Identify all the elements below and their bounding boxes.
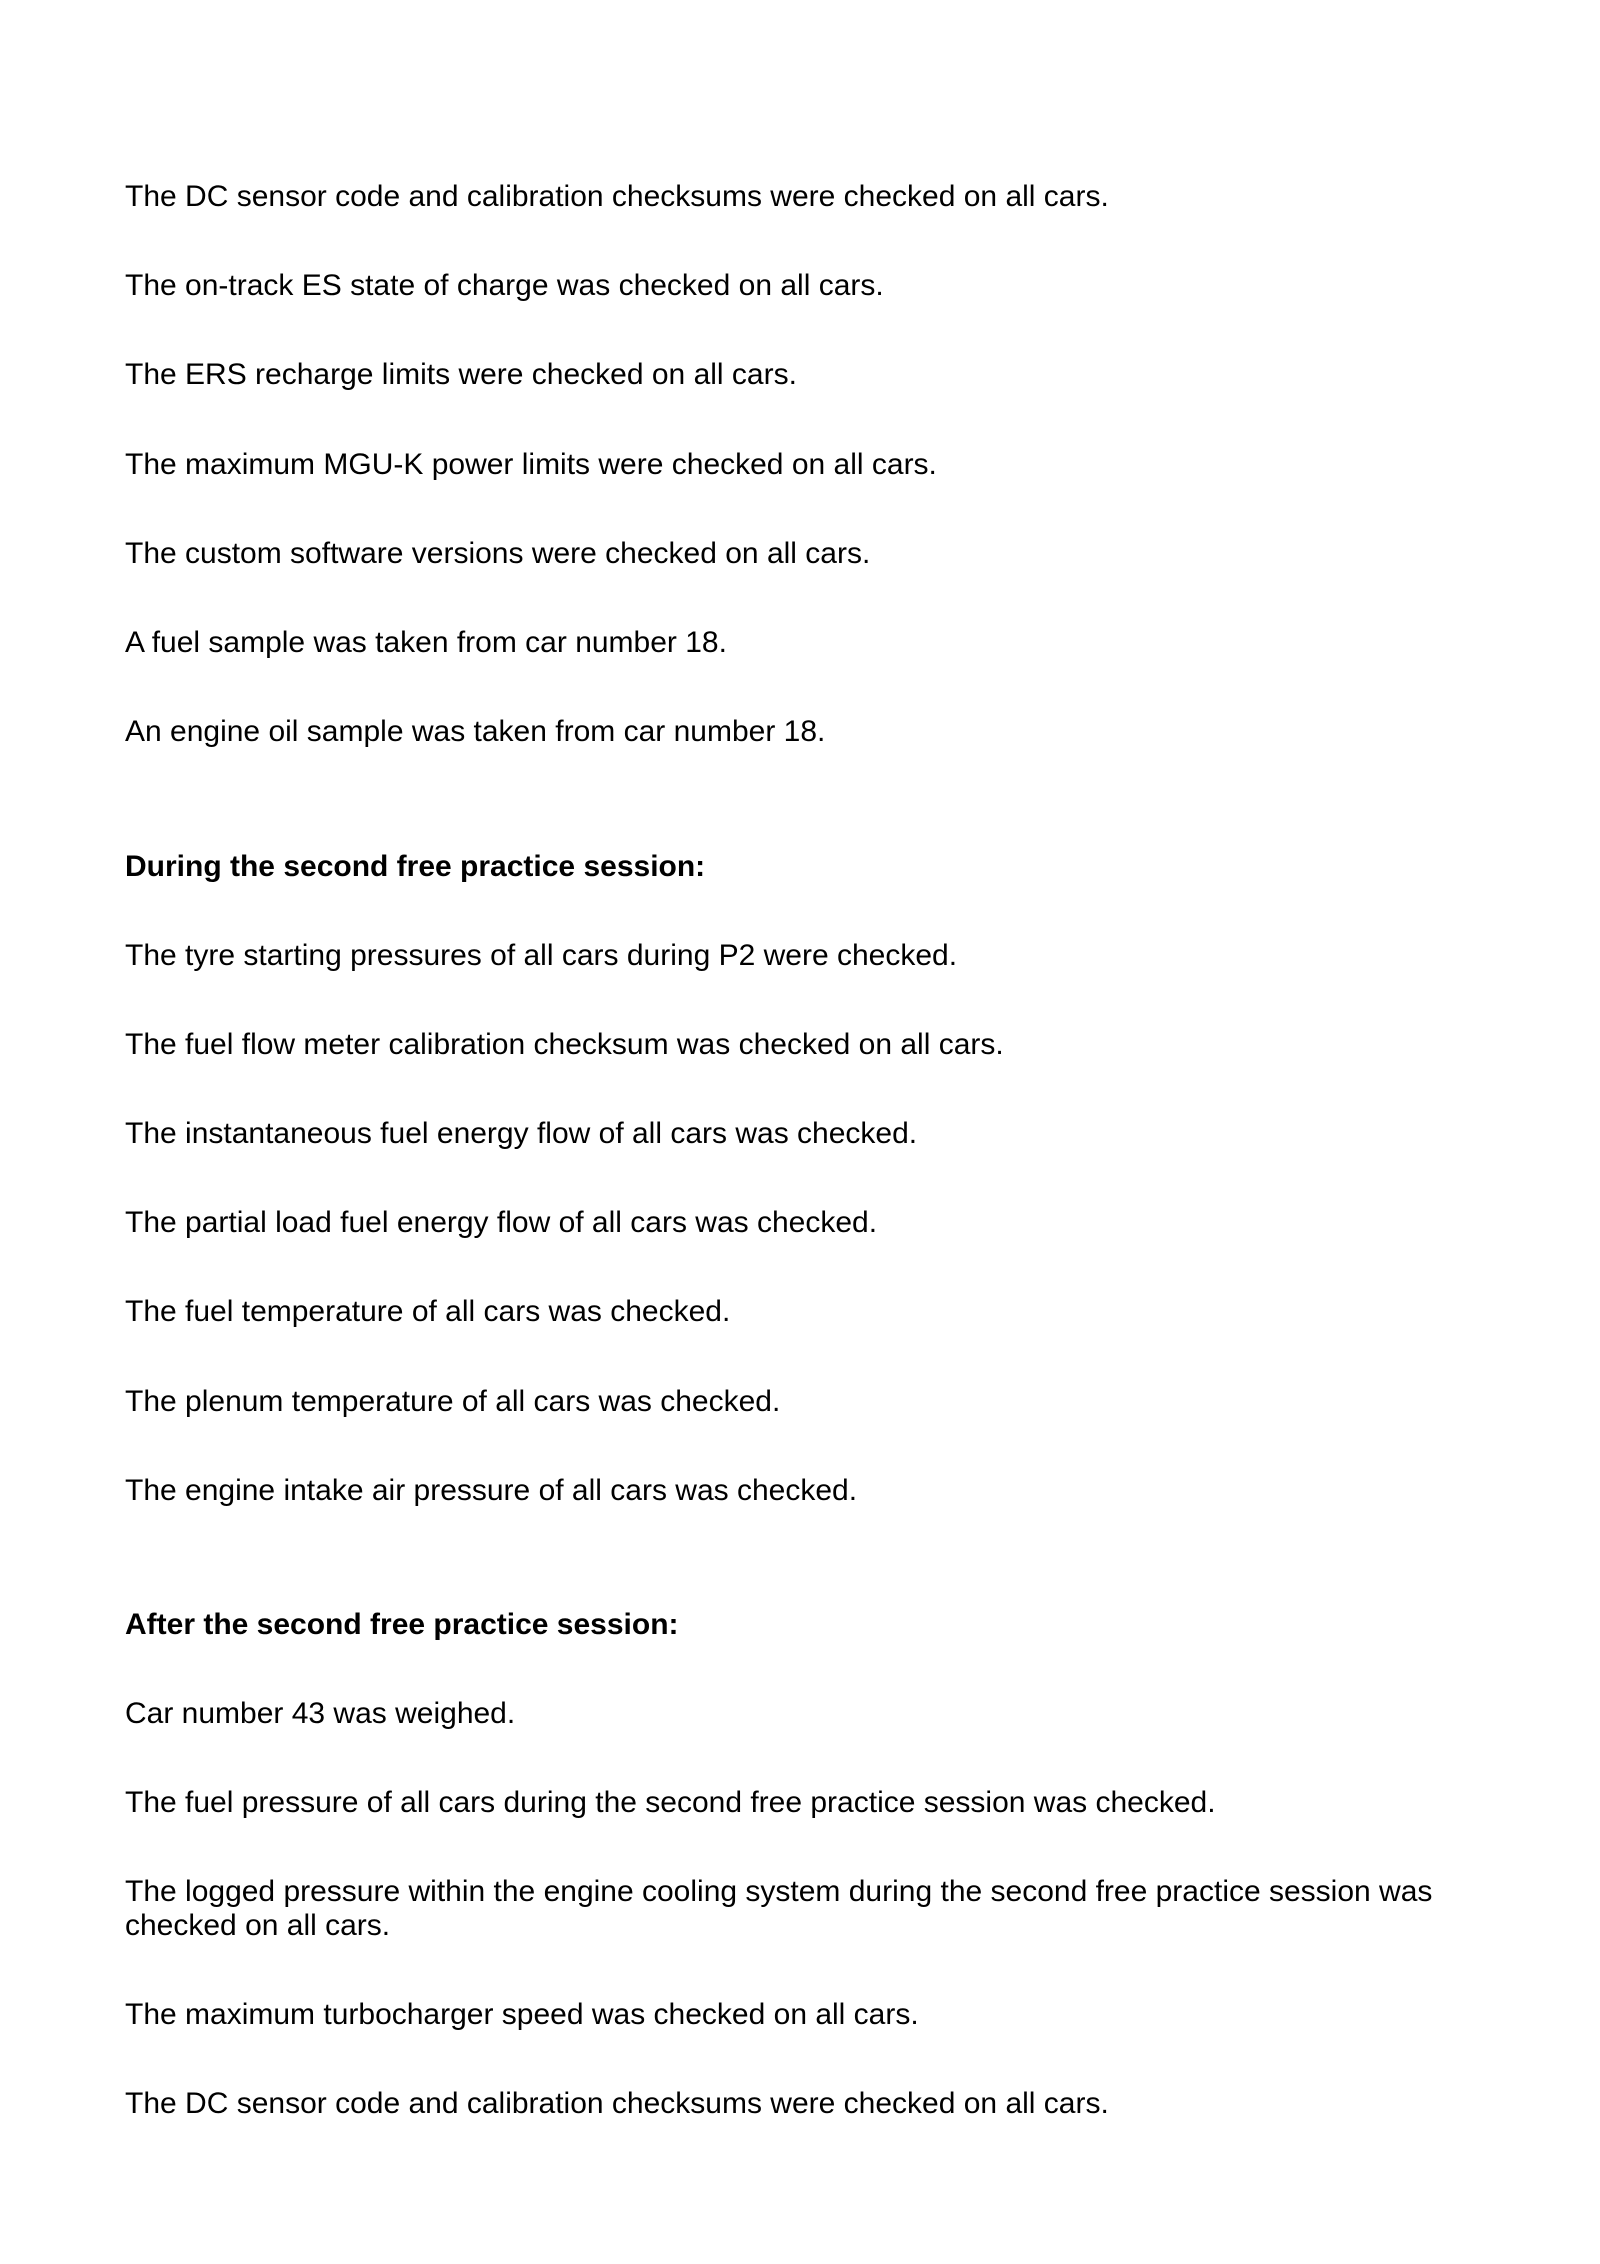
check-item: The maximum turbocharger speed was checked on all cars. [125, 1998, 919, 2031]
check-item: A fuel sample was taken from car number 18. [125, 626, 727, 659]
check-item: Car number 43 was weighed. [125, 1697, 516, 1730]
check-item: The plenum temperature of all cars was checked. [125, 1385, 781, 1418]
section-heading: After the second free practice session: [125, 1608, 679, 1641]
check-item: The maximum MGU-K power limits were checked on all cars. [125, 448, 937, 481]
check-item: The partial load fuel energy flow of all cars was checked. [125, 1206, 878, 1239]
check-item: The DC sensor code and calibration checksums were checked on all cars. [125, 2087, 1109, 2120]
check-item: The fuel pressure of all cars during the second free practice session was checked. [125, 1786, 1216, 1819]
check-item: The instantaneous fuel energy flow of all cars was checked. [125, 1117, 918, 1150]
check-item: The DC sensor code and calibration checksums were checked on all cars. [125, 180, 1109, 213]
check-item: The on-track ES state of charge was checked on all cars. [125, 269, 884, 302]
check-item: The custom software versions were checked on all cars. [125, 537, 871, 570]
check-item: An engine oil sample was taken from car number 18. [125, 715, 826, 748]
check-item: The logged pressure within the engine cooling system during the second free practice session was checked on all cars. [125, 1875, 1433, 1942]
check-item: The fuel flow meter calibration checksum was checked on all cars. [125, 1028, 1004, 1061]
check-item: The ERS recharge limits were checked on all cars. [125, 358, 797, 391]
check-item: The fuel temperature of all cars was checked. [125, 1295, 731, 1328]
check-item: The engine intake air pressure of all cars was checked. [125, 1474, 858, 1507]
section-heading: During the second free practice session: [125, 850, 706, 883]
check-item: The tyre starting pressures of all cars during P2 were checked. [125, 939, 958, 972]
